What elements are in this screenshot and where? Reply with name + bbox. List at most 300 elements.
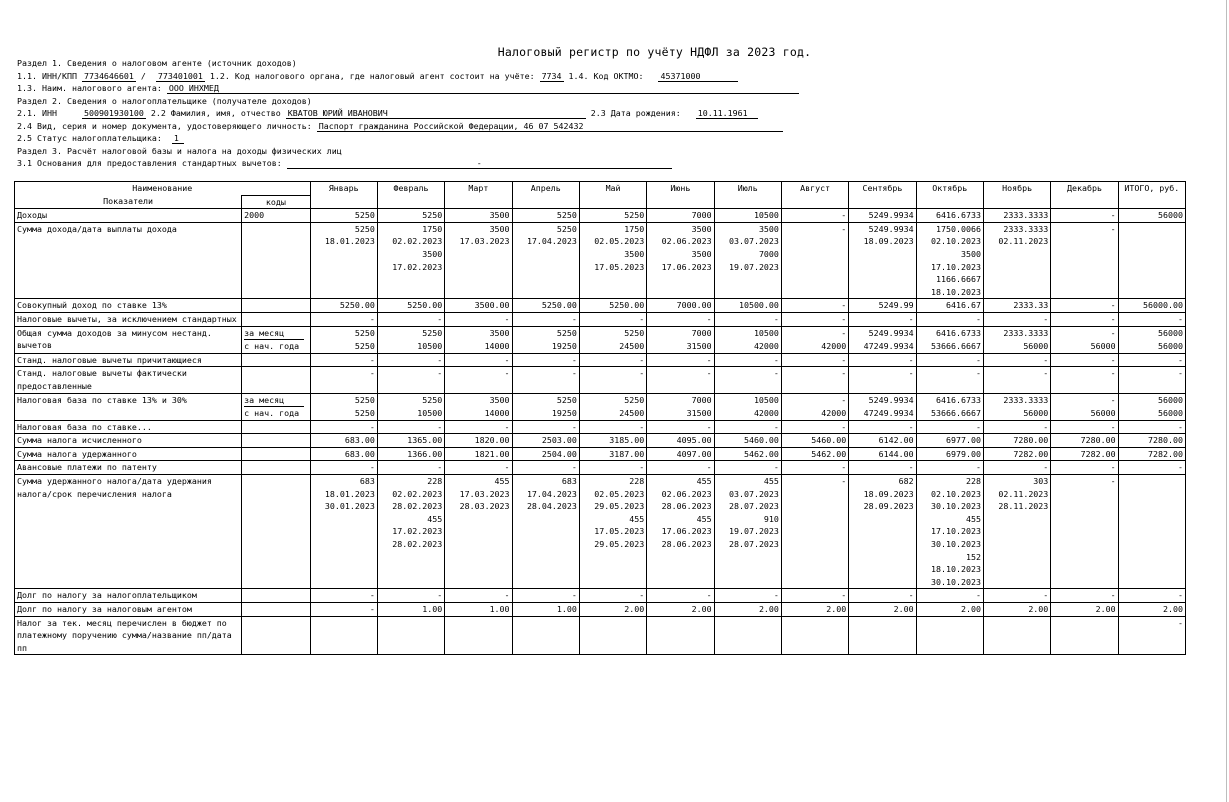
table-row	[15, 603, 1186, 617]
table-cell: 42000	[781, 340, 848, 353]
table-cell: 47249.9934	[849, 340, 916, 353]
header-codes: коды	[242, 195, 310, 209]
table-cell	[310, 616, 377, 655]
table-cell: 5462.00	[714, 447, 781, 461]
table-cell: 1366.00	[377, 447, 444, 461]
table-cell: 5250	[579, 393, 646, 407]
table-cell: 4095.00	[647, 434, 714, 448]
table-cell: 1750 02.02.2023 3500 17.02.2023	[377, 222, 444, 299]
table-cell: -	[310, 353, 377, 367]
table-cell: -	[579, 367, 646, 393]
table-cell: -	[579, 353, 646, 367]
table-row	[15, 589, 1186, 603]
table-cell	[1118, 475, 1185, 589]
row-code	[242, 353, 310, 367]
table-cell: 3500 17.03.2023	[445, 222, 512, 299]
table-cell: -	[781, 461, 848, 475]
table-cell: -	[1051, 475, 1118, 589]
table-cell: 2333.33	[983, 299, 1050, 313]
table-cell: 42000	[714, 340, 781, 353]
row-code	[242, 222, 310, 299]
table-cell: 42000	[781, 407, 848, 420]
table-cell: -	[647, 589, 714, 603]
table-cell: -	[1051, 353, 1118, 367]
code-label: за месяц	[244, 327, 304, 341]
table-cell: -	[512, 353, 579, 367]
table-cell: 1821.00	[445, 447, 512, 461]
header-month: Сентябрь	[849, 182, 916, 209]
table-cell: -	[714, 353, 781, 367]
row-code	[242, 461, 310, 475]
table-cell: -	[647, 312, 714, 326]
table-cell: 5250	[310, 407, 377, 420]
header-month: Март	[445, 182, 512, 209]
row-name: Налоговая база по ставке...	[15, 420, 242, 434]
taxpayer-inn: 500901930100	[83, 108, 144, 118]
table-cell: -	[310, 589, 377, 603]
row-code	[242, 475, 310, 589]
table-cell: -	[1051, 209, 1118, 223]
table-cell: 683 17.04.2023 28.04.2023	[512, 475, 579, 589]
table-row	[15, 299, 1186, 313]
table-cell: 2333.3333	[983, 326, 1050, 340]
table-cell: 7280.00	[1118, 434, 1185, 448]
table-cell: -	[916, 312, 983, 326]
table-cell: 1750 02.05.2023 3500 17.05.2023	[579, 222, 646, 299]
table-cell: 2333.3333 02.11.2023	[983, 222, 1050, 299]
table-cell: 228 02.05.2023 29.05.2023 455 17.05.2023 29.05.2023	[579, 475, 646, 589]
agent-name-line: 1.3. Наим. налогового агента: ООО ИНХМЕД	[17, 82, 799, 94]
table-cell: -	[377, 461, 444, 475]
table-cell: -	[781, 475, 848, 589]
table-cell: 2.00	[579, 603, 646, 617]
table-cell	[916, 616, 983, 655]
table-cell: 2.00	[714, 603, 781, 617]
table-cell: 5250	[310, 340, 377, 353]
table-cell: 2333.3333	[983, 209, 1050, 223]
table-cell: -	[512, 367, 579, 393]
table-cell: -	[1051, 312, 1118, 326]
header-month: Октябрь	[916, 182, 983, 209]
table-cell: 5250	[512, 393, 579, 407]
table-cell: 2503.00	[512, 434, 579, 448]
table-cell: -	[445, 353, 512, 367]
header-month: Январь	[310, 182, 377, 209]
table-cell: -	[445, 420, 512, 434]
row-name: Сумма удержанного налога/дата удержания налога/срок перечисления налога	[15, 475, 242, 589]
code-label: за месяц	[244, 394, 304, 408]
table-cell: -	[714, 312, 781, 326]
table-cell: -	[849, 367, 916, 393]
row-code: с нач. года	[242, 340, 310, 353]
table-cell: -	[512, 589, 579, 603]
table-cell: 3500	[445, 326, 512, 340]
table-cell: 6416.67	[916, 299, 983, 313]
table-cell: -	[714, 367, 781, 393]
taxpayer-dob: 10.11.1961	[696, 109, 758, 119]
table-cell: 5250	[310, 393, 377, 407]
table-cell: -	[1118, 616, 1185, 655]
table-cell: -	[445, 312, 512, 326]
row-code	[242, 447, 310, 461]
table-cell: 682 18.09.2023 28.09.2023	[849, 475, 916, 589]
section1-heading: Раздел 1. Сведения о налоговом агенте (источник доходов)	[17, 58, 297, 68]
section2-heading: Раздел 2. Сведения о налогоплательщике (получателе доходов)	[17, 96, 312, 106]
table-cell: 14000	[445, 340, 512, 353]
table-cell: 6979.00	[916, 447, 983, 461]
table-cell	[983, 616, 1050, 655]
table-cell: -	[714, 420, 781, 434]
table-cell: 19250	[512, 340, 579, 353]
table-cell: 31500	[647, 340, 714, 353]
table-cell: 1.00	[377, 603, 444, 617]
row-name: Доходы	[15, 209, 242, 223]
table-cell: 6416.6733	[916, 326, 983, 340]
table-cell: -	[310, 603, 377, 617]
table-cell: -	[983, 589, 1050, 603]
table-cell: 303 02.11.2023 28.11.2023	[983, 475, 1050, 589]
table-cell: 7000	[647, 393, 714, 407]
table-cell: -	[377, 312, 444, 326]
table-cell: 5250	[579, 326, 646, 340]
table-cell: 5250 17.04.2023	[512, 222, 579, 299]
table-cell	[1118, 222, 1185, 299]
row-name: Сумма дохода/дата выплаты дохода	[15, 222, 242, 299]
table-cell: 2.00	[781, 603, 848, 617]
table-cell: 5250 18.01.2023	[310, 222, 377, 299]
table-cell: 10500	[377, 340, 444, 353]
table-cell: -	[714, 461, 781, 475]
table-cell: 3500	[445, 209, 512, 223]
row-name: Авансовые платежи по патенту	[15, 461, 242, 475]
table-cell: -	[647, 461, 714, 475]
table-cell: -	[983, 461, 1050, 475]
table-cell: -	[1118, 367, 1185, 393]
table-cell	[714, 616, 781, 655]
table-cell	[849, 616, 916, 655]
row-code	[242, 589, 310, 603]
table-cell: 5250.00	[512, 299, 579, 313]
row-code: 2000	[242, 209, 310, 223]
row-code	[242, 299, 310, 313]
agent-inn: 7734646601	[83, 71, 134, 81]
header-month: Август	[781, 182, 848, 209]
table-cell: 2.00	[1051, 603, 1118, 617]
table-cell: 7280.00	[983, 434, 1050, 448]
table-row	[15, 312, 1186, 326]
table-cell: 10500	[377, 407, 444, 420]
id-doc-line: 2.4 Вид, серия и номер документа, удостоверяющего личность: Паспорт гражданина Российской Федерации, 46 07 542432	[17, 120, 783, 132]
table-cell: -	[849, 461, 916, 475]
header-month: Июль	[714, 182, 781, 209]
table-cell: 2504.00	[512, 447, 579, 461]
table-cell: 47249.9934	[849, 407, 916, 420]
table-cell: -	[1118, 312, 1185, 326]
table-cell: 5250	[512, 209, 579, 223]
table-cell: 7000	[647, 209, 714, 223]
agent-kpp: 773401001	[157, 71, 203, 81]
page-edge-line	[1226, 0, 1227, 802]
table-cell: 10500	[714, 209, 781, 223]
table-cell: 1820.00	[445, 434, 512, 448]
table-cell: -	[445, 589, 512, 603]
table-cell: -	[916, 589, 983, 603]
table-cell: 5250	[310, 326, 377, 340]
table-cell: -	[1051, 299, 1118, 313]
table-cell: -	[512, 312, 579, 326]
table-cell: 10500	[714, 326, 781, 340]
table-cell: -	[849, 589, 916, 603]
row-code	[242, 393, 310, 407]
table-cell: 5462.00	[781, 447, 848, 461]
table-cell: 5250	[377, 393, 444, 407]
table-cell: -	[377, 367, 444, 393]
table-cell: -	[512, 420, 579, 434]
table-cell: -	[579, 312, 646, 326]
table-cell: -	[916, 353, 983, 367]
table-cell: -	[1118, 420, 1185, 434]
header-month: Февраль	[377, 182, 444, 209]
table-cell: -	[1118, 353, 1185, 367]
table-cell: 7282.00	[1118, 447, 1185, 461]
table-cell: -	[647, 420, 714, 434]
taxpayer-line: 2.1. ИНН 500901930100 2.2 Фамилия, имя, отчество КВАТОВ ЮРИЙ ИВАНОВИЧ 2.3 Дата рождения: 10.11.1961	[17, 107, 758, 119]
header-month: Июнь	[647, 182, 714, 209]
table-cell: 683 18.01.2023 30.01.2023	[310, 475, 377, 589]
table-cell: 3500 03.07.2023 7000 19.07.2023	[714, 222, 781, 299]
table-cell: 3187.00	[579, 447, 646, 461]
table-cell: 2.00	[1118, 603, 1185, 617]
table-cell: 6142.00	[849, 434, 916, 448]
table-cell: 56000	[1118, 393, 1185, 407]
register-table	[14, 181, 1186, 655]
row-code	[242, 603, 310, 617]
row-code: с нач. года	[242, 407, 310, 420]
header-name: Наименование	[15, 182, 311, 196]
row-code	[242, 434, 310, 448]
table-row	[15, 461, 1186, 475]
table-cell: -	[781, 326, 848, 340]
tax-org-code: 7734	[541, 71, 562, 81]
table-row	[15, 222, 1186, 299]
table-cell: -	[1051, 326, 1118, 340]
row-name: Налоговые вычеты, за исключением стандартных	[15, 312, 242, 326]
table-cell: 228 02.10.2023 30.10.2023 455 17.10.2023 30.10.2023 152 18.10.2023 30.10.2023	[916, 475, 983, 589]
table-cell: -	[714, 589, 781, 603]
table-cell: -	[445, 461, 512, 475]
row-name: Общая сумма доходов за минусом нестанд. вычетов	[15, 326, 242, 353]
table-cell: -	[647, 367, 714, 393]
id-document: Паспорт гражданина Российской Федерации, 46 07 542432	[317, 122, 783, 132]
table-cell: -	[781, 299, 848, 313]
table-cell	[512, 616, 579, 655]
table-row	[15, 616, 1186, 655]
table-cell: -	[781, 393, 848, 407]
table-cell: 455 03.07.2023 28.07.2023 910 19.07.2023 28.07.2023	[714, 475, 781, 589]
table-cell: 5250	[310, 209, 377, 223]
table-row	[15, 393, 1186, 407]
table-cell: -	[781, 353, 848, 367]
table-cell: 5250	[377, 326, 444, 340]
table-cell: -	[983, 420, 1050, 434]
table-cell: 1.00	[445, 603, 512, 617]
table-cell: -	[445, 367, 512, 393]
table-cell: 5250	[377, 209, 444, 223]
row-name: Станд. налоговые вычеты причитающиеся	[15, 353, 242, 367]
agent-codes-line: 1.1. ИНН/КПП 7734646601 / 773401001 1.2. Код налогового органа, где налоговый агент состоит на учёте: 7734 1.4. Код ОКТМО: 45371000	[17, 70, 738, 82]
table-cell: -	[781, 312, 848, 326]
table-cell: -	[983, 312, 1050, 326]
table-cell: 5460.00	[714, 434, 781, 448]
row-name: Долг по налогу за налогоплательщиком	[15, 589, 242, 603]
table-cell	[445, 616, 512, 655]
table-cell: -	[916, 367, 983, 393]
table-cell: -	[849, 420, 916, 434]
row-name: Станд. налоговые вычеты фактически предоставленные	[15, 367, 242, 393]
table-cell: -	[310, 461, 377, 475]
table-cell: 2.00	[916, 603, 983, 617]
table-cell: -	[310, 367, 377, 393]
table-cell: 56000	[1118, 407, 1185, 420]
table-row	[15, 434, 1186, 448]
table-cell: 10500.00	[714, 299, 781, 313]
table-cell: -	[916, 461, 983, 475]
table-cell: 5249.9934	[849, 326, 916, 340]
row-name: Совокупный доход по ставке 13%	[15, 299, 242, 313]
deduction-basis-line: 3.1 Основания для предоставления стандартных вычетов: -	[17, 157, 672, 169]
header-month: Май	[579, 182, 646, 209]
row-code	[242, 420, 310, 434]
table-cell: 7280.00	[1051, 434, 1118, 448]
table-row	[15, 209, 1186, 223]
header-month: Апрель	[512, 182, 579, 209]
table-cell: 683.00	[310, 447, 377, 461]
table-cell: -	[1118, 589, 1185, 603]
agent-name: ООО ИНХМЕД	[167, 84, 799, 94]
table-cell: -	[916, 420, 983, 434]
table-cell: 683.00	[310, 434, 377, 448]
table-cell: 228 02.02.2023 28.02.2023 455 17.02.2023 28.02.2023	[377, 475, 444, 589]
table-cell: -	[983, 353, 1050, 367]
table-cell: 3500.00	[445, 299, 512, 313]
table-row	[15, 420, 1186, 434]
table-cell	[1051, 616, 1118, 655]
table-cell: 56000	[1051, 340, 1118, 353]
table-cell: -	[310, 312, 377, 326]
table-cell: -	[1051, 222, 1118, 299]
table-cell: -	[647, 353, 714, 367]
table-cell: 5249.9934	[849, 393, 916, 407]
table-cell: 24500	[579, 407, 646, 420]
table-cell: 56000	[1118, 209, 1185, 223]
table-row	[15, 475, 1186, 589]
table-cell: -	[1051, 589, 1118, 603]
table-cell: 42000	[714, 407, 781, 420]
row-name: Сумма налога удержанного	[15, 447, 242, 461]
table-cell	[647, 616, 714, 655]
table-cell: 6416.6733	[916, 209, 983, 223]
table-cell: 5249.9934 18.09.2023	[849, 222, 916, 299]
table-cell: 6977.00	[916, 434, 983, 448]
table-cell: 7282.00	[1051, 447, 1118, 461]
table-cell: 56000.00	[1118, 299, 1185, 313]
table-cell: 56000	[1051, 407, 1118, 420]
table-cell: -	[377, 589, 444, 603]
status-line: 2.5 Статус налогоплательщика: 1	[17, 132, 184, 144]
table-cell: 1365.00	[377, 434, 444, 448]
header-month: Ноябрь	[983, 182, 1050, 209]
row-name: Долг по налогу за налоговым агентом	[15, 603, 242, 617]
page-title: Налоговый регистр по учёту НДФЛ за 2023 год.	[497, 45, 812, 59]
table-cell: 7000.00	[647, 299, 714, 313]
table-cell: 53666.6667	[916, 340, 983, 353]
table-cell: 3500 02.06.2023 3500 17.06.2023	[647, 222, 714, 299]
table-row	[15, 367, 1186, 393]
header-month: ИТОГО, руб.	[1118, 182, 1185, 209]
table-row	[15, 447, 1186, 461]
table-cell: -	[781, 209, 848, 223]
row-name: Налог за тек. месяц перечислен в бюджет по платежному поручению сумма/название пп/дата пп	[15, 616, 242, 655]
deduction-basis: -	[287, 159, 672, 169]
header-month: Декабрь	[1051, 182, 1118, 209]
header-indicators: Показатели	[15, 195, 242, 209]
table-cell: 2333.3333	[983, 393, 1050, 407]
section3-heading: Раздел 3. Расчёт налоговой базы и налога на доходы физических лиц	[17, 146, 342, 156]
table-cell: 7000	[647, 326, 714, 340]
table-cell: 3185.00	[579, 434, 646, 448]
table-cell: 31500	[647, 407, 714, 420]
table-cell: -	[1051, 367, 1118, 393]
table-cell: -	[1118, 461, 1185, 475]
table-cell: 6144.00	[849, 447, 916, 461]
row-code	[242, 326, 310, 340]
table-cell	[781, 616, 848, 655]
table-cell: -	[1051, 461, 1118, 475]
table-row	[15, 353, 1186, 367]
table-cell: -	[781, 589, 848, 603]
oktmo-code: 45371000	[658, 72, 738, 82]
table-cell: 56000	[983, 340, 1050, 353]
row-code	[242, 616, 310, 655]
table-cell: 2.00	[983, 603, 1050, 617]
table-cell: 5250	[512, 326, 579, 340]
table-cell: 56000	[983, 407, 1050, 420]
table-cell: -	[849, 353, 916, 367]
table-cell: -	[579, 461, 646, 475]
table-cell: -	[781, 420, 848, 434]
table-cell: 53666.6667	[916, 407, 983, 420]
table-cell: -	[377, 420, 444, 434]
table-cell: 2.00	[849, 603, 916, 617]
table-cell: 5250.00	[310, 299, 377, 313]
table-cell: 5250.00	[579, 299, 646, 313]
table-cell: -	[849, 312, 916, 326]
table-cell: -	[1051, 393, 1118, 407]
table-cell: 24500	[579, 340, 646, 353]
table-cell: 6416.6733	[916, 393, 983, 407]
table-cell: -	[781, 222, 848, 299]
table-cell: 5250	[579, 209, 646, 223]
table-cell: 5249.9934	[849, 209, 916, 223]
table-cell: 1750.0066 02.10.2023 3500 17.10.2023 1166.6667 18.10.2023	[916, 222, 983, 299]
table-cell: 56000	[1118, 326, 1185, 340]
table-cell: -	[579, 589, 646, 603]
table-cell: 10500	[714, 393, 781, 407]
table-cell: -	[377, 353, 444, 367]
table-cell: -	[512, 461, 579, 475]
table-row	[15, 326, 1186, 340]
table-cell: -	[579, 420, 646, 434]
